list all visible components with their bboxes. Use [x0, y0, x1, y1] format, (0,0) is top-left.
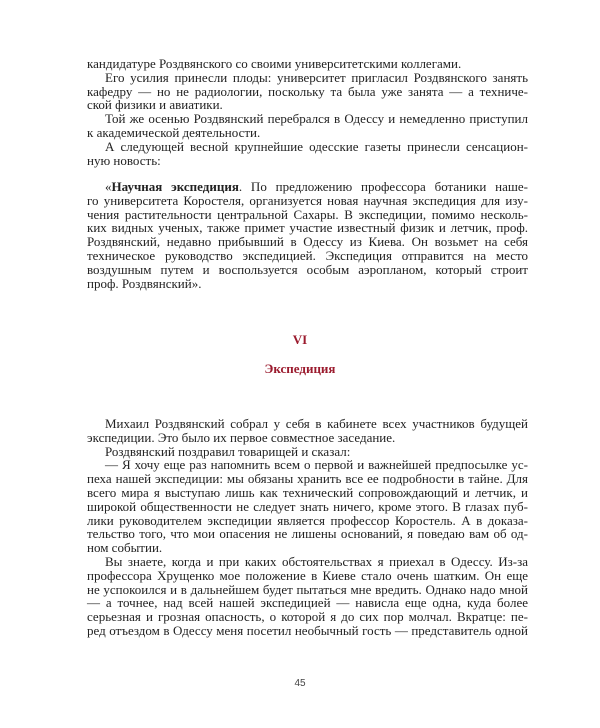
quote-open-mark: «: [105, 179, 112, 194]
text-line: Его усилия принесли плоды: университет пригласил Роздвянского занять: [105, 69, 528, 85]
text-line: — Я хочу еще раз напомнить всем о первой и важнейшей предпосылке ус-: [105, 457, 528, 473]
text-line: к академической деятельности.: [87, 124, 261, 140]
text-line: не успокоился и в дальнейшем будет пытаться мне вредить. Однако надо мной: [87, 581, 528, 597]
text-line: чения растительности центральной Сахары. В экспедиции, помимо несколь-: [87, 206, 528, 222]
text-line: Той же осенью Роздвянский перебрался в Одессу и немедленно приступил: [105, 111, 528, 127]
text-line: ном событии.: [87, 540, 163, 556]
text-line: А следующей весной крупнейшие одесские газеты принесли сенсацион-: [105, 138, 528, 154]
text-line: кафедру — но не радиологии, поскольку та была уже занята — а техниче-: [87, 83, 528, 99]
page-number: 45: [294, 678, 306, 689]
text-line: Роздвянский поздравил товарищей и сказал:: [105, 443, 351, 459]
text-line: ской физики и авиатики.: [87, 97, 223, 113]
chapter-title: Экспедиция: [264, 361, 336, 376]
text-line: профессора Хрущенко мое положение в Киеве стало очень шатким. Он еще: [87, 567, 528, 583]
text-line: ную новость:: [87, 152, 161, 168]
text-line: Роздвянский, недавно прибывший в Одессу из Киева. Он возьмет на себя: [87, 234, 528, 250]
text-line: экспедиции. Это было их первое совместное заседание.: [87, 429, 396, 445]
text-line: техническое руководство экспедицией. Экспедиция отправится на место: [87, 247, 528, 263]
text-line: лики руководителем экспедиции является профессор Коростель. А в доказа-: [87, 512, 528, 528]
text-block-intro: [87, 57, 528, 167]
text-block-chapter: [87, 417, 528, 638]
text-line: широкой общественности не следует знать ничего, кроме этого. В глазах пуб-: [87, 498, 528, 514]
newspaper-quote: [87, 180, 528, 290]
text-line: тельство того, что мои опасения не лишены оснований, я поведаю вам об од-: [87, 526, 528, 542]
text-line: серьезная и грозная опасность, о которой я до сих пор молчал. Вкратце: пе-: [87, 609, 528, 625]
text-line: Михаил Роздвянский собрал у себя в кабинете всех участников будущей: [105, 416, 528, 431]
text-line: воздушным путем и воспользуется особым аэропланом, который строит: [87, 261, 528, 277]
quote-first-line: [87, 180, 528, 194]
text-line: пеха нашей экспедиции: мы обязаны хранить все ее подробности в тайне. Для: [87, 471, 528, 487]
text-line: ких видных ученых, также примет участие известный физик и летчик, проф.: [87, 220, 528, 236]
text-line: всего мира я выступаю лишь как технический сопровождающий и летчик, и: [87, 484, 528, 500]
quote-text: . По предложению профессора ботаники наше-: [238, 179, 528, 194]
text-line: ред отъездом в Одессу меня посетил необычный гость — представитель одной: [87, 622, 528, 638]
text-line: проф. Роздвянский».: [87, 275, 202, 291]
text-line: кандидатуре Роздвянского со своими университетскими коллегами.: [87, 56, 462, 71]
chapter-number: VI: [292, 332, 308, 347]
text-line: го университета Коростеля, организуется новая научная экспедиция для изу-: [87, 192, 528, 208]
text-line: — а точнее, над всей нашей экспедицией — нависла еще одна, куда более: [87, 595, 528, 611]
text-line: Вы знаете, когда и при каких обстоятельствах я приехал в Одессу. Из-за: [105, 553, 528, 569]
quote-headline: Научная экспедиция: [111, 179, 239, 194]
